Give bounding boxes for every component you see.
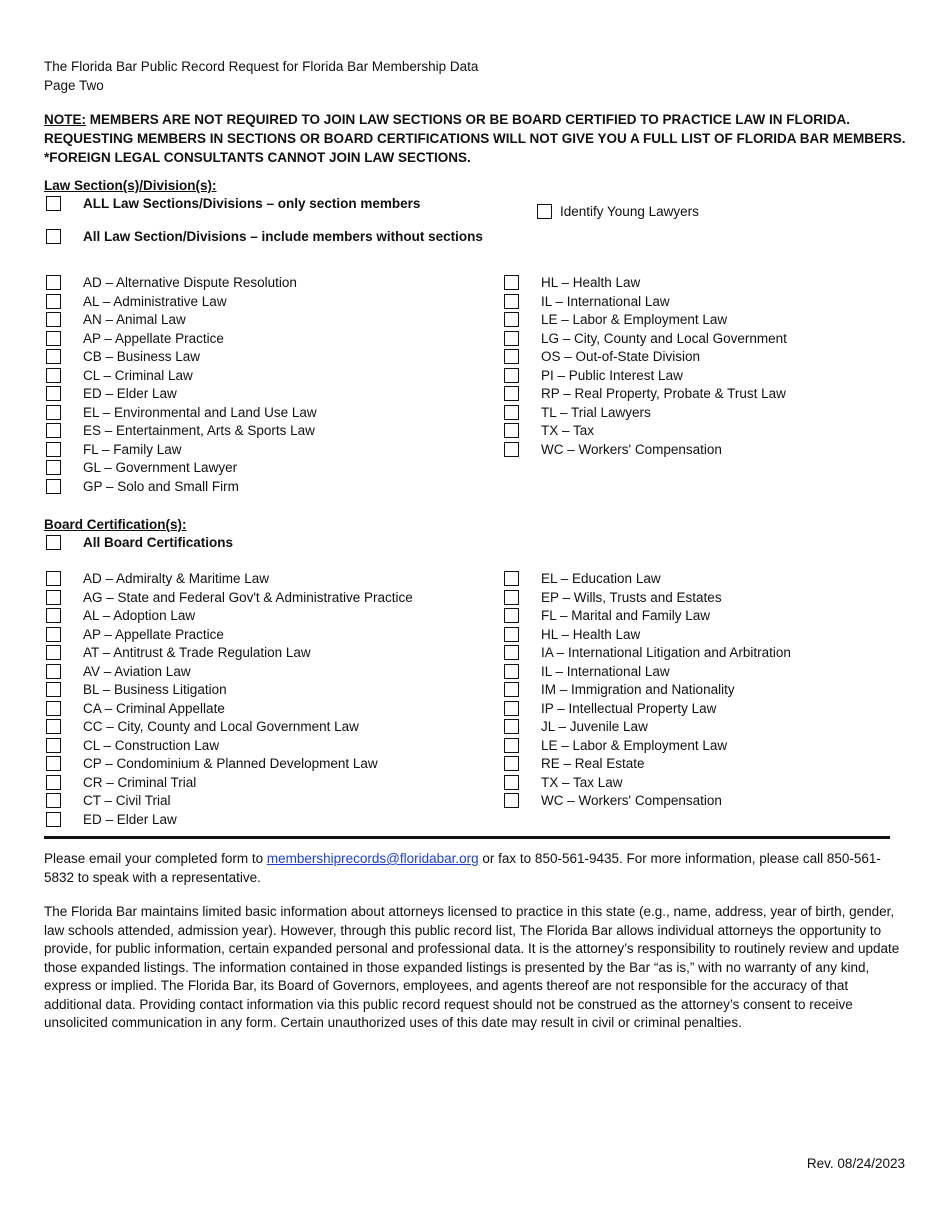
all-sections-include-checkbox[interactable]	[46, 229, 61, 244]
option-checkbox[interactable]	[504, 738, 519, 753]
option-label: LE – Labor & Employment Law	[541, 737, 728, 753]
option-checkbox[interactable]	[46, 756, 61, 771]
option-checkbox[interactable]	[504, 756, 519, 771]
note-prefix: NOTE:	[44, 112, 86, 127]
option-checkbox[interactable]	[46, 368, 61, 383]
option-checkbox[interactable]	[504, 793, 519, 808]
option-label: GL – Government Lawyer	[83, 460, 238, 475]
option-label: GP – Solo and Small Firm	[83, 478, 239, 494]
law-sections-label: Law Section(s)/Division(s)	[44, 178, 213, 193]
option-checkbox[interactable]	[504, 442, 519, 457]
option-label: TX – Tax Law	[541, 774, 623, 790]
option-label: TL – Trial Lawyers	[541, 404, 651, 420]
option-label: AD – Admiralty & Maritime Law	[83, 571, 270, 586]
option-label: PI – Public Interest Law	[541, 367, 683, 383]
option-checkbox[interactable]	[46, 590, 61, 605]
option-label: AV – Aviation Law	[83, 663, 191, 679]
option-label: EP – Wills, Trusts and Estates	[541, 589, 722, 605]
option-checkbox[interactable]	[504, 331, 519, 346]
option-label: LG – City, County and Local Government	[541, 330, 787, 346]
option-label: BL – Business Litigation	[83, 682, 227, 697]
email-link[interactable]: membershiprecords@floridabar.org	[266, 851, 479, 866]
option-checkbox[interactable]	[504, 294, 519, 309]
membership-note	[44, 110, 914, 167]
option-label: HL – Health Law	[541, 275, 641, 290]
option-label: FL – Marital and Family Law	[541, 608, 711, 623]
option-label: AL – Administrative Law	[83, 293, 227, 309]
option-label: AP – Appellate Practice	[83, 626, 224, 642]
option-checkbox[interactable]	[46, 719, 61, 734]
option-checkbox[interactable]	[504, 423, 519, 438]
option-label: FL – Family Law	[83, 441, 182, 457]
option-label: IM – Immigration and Nationality	[541, 682, 735, 697]
young-lawyers-checkbox[interactable]	[537, 204, 552, 219]
law-sections-heading	[44, 178, 217, 193]
option-label: CA – Criminal Appellate	[83, 700, 225, 716]
option-label: ED – Elder Law	[83, 386, 177, 401]
option-checkbox[interactable]	[504, 312, 519, 327]
option-checkbox[interactable]	[504, 590, 519, 605]
option-label: IL – International Law	[541, 663, 670, 679]
option-checkbox[interactable]	[46, 405, 61, 420]
option-checkbox[interactable]	[504, 645, 519, 660]
option-label: TX – Tax	[541, 423, 595, 438]
option-checkbox[interactable]	[46, 294, 61, 309]
option-checkbox[interactable]	[46, 423, 61, 438]
option-checkbox[interactable]	[46, 571, 61, 586]
option-checkbox[interactable]	[46, 386, 61, 401]
board-cert-colon: :	[182, 517, 187, 532]
option-label: CL – Criminal Law	[83, 367, 193, 383]
option-label: CP – Condominium & Planned Development Law	[83, 756, 378, 771]
section-divider	[44, 836, 890, 839]
contact-info	[44, 849, 904, 887]
option-label: AL – Adoption Law	[83, 608, 196, 623]
option-checkbox[interactable]	[504, 682, 519, 697]
option-label: IP – Intellectual Property Law	[541, 700, 717, 716]
option-label: LE – Labor & Employment Law	[541, 312, 728, 327]
option-checkbox[interactable]	[504, 719, 519, 734]
contact-pre: Please email your completed form to	[44, 851, 267, 866]
all-board-cert-checkbox[interactable]	[46, 535, 61, 550]
option-label: IA – International Litigation and Arbitration	[541, 645, 791, 660]
option-checkbox[interactable]	[46, 627, 61, 642]
note-text: MEMBERS ARE NOT REQUIRED TO JOIN LAW SECTIONS OR BE BOARD CERTIFIED TO PRACTICE LAW IN FLORIDA. REQUESTING MEMBERS IN SECTIONS OR BOARD CERTIFICATIONS WILL NOT GIVE YOU A FULL LIST OF FLORIDA BAR MEMBERS. *FOREIGN LEGAL CONSULTANTS CANNOT JOIN LAW SECTIONS.	[44, 112, 906, 165]
option-label: CT – Civil Trial	[83, 793, 171, 808]
option-label: ES – Entertainment, Arts & Sports Law	[83, 423, 315, 438]
option-checkbox[interactable]	[504, 775, 519, 790]
option-checkbox[interactable]	[504, 405, 519, 420]
option-checkbox[interactable]	[504, 571, 519, 586]
option-checkbox[interactable]	[46, 664, 61, 679]
disclaimer-paragraph: The Florida Bar maintains limited basic information about attorneys licensed to practice in this state (e.g., name, address, year of birth, gender, law schools attended, admission year). However, through this public record list, The Florida Bar allows individual attorneys the opportunity to provide, for public information, certain expanded personal and professional data. It is the attorney’s responsibility to routinely review and update those expanded listings. The information contained in those expanded listings is presented by the Bar “as is,” with no warranty of any kind, express or implied. The Florida Bar, its Board of Governors, employees, and agents thereof are not responsible for the accuracy of that additional data. Providing contact information via this public record request should not be construed as the attorney’s consent to receive unsolicited communication in any form. Certain unauthorized uses of this date may result in civil or criminal penalties.	[44, 904, 900, 1030]
option-checkbox[interactable]	[46, 738, 61, 753]
option-label: CL – Construction Law	[83, 737, 220, 753]
contact-post: or fax to 850-561-9435. For more information, please call 850-561-5832 to speak with a representative.	[44, 851, 881, 885]
board-cert-heading	[44, 517, 187, 532]
option-label: AT – Antitrust & Trade Regulation Law	[83, 645, 311, 660]
option-label: WC – Workers' Compensation	[541, 793, 722, 808]
revision-date: Rev. 08/24/2023	[806, 1156, 905, 1171]
option-label: AP – Appellate Practice	[83, 330, 224, 346]
option-checkbox[interactable]	[46, 349, 61, 364]
option-label: AN – Animal Law	[83, 312, 186, 327]
option-label: JL – Juvenile Law	[541, 719, 648, 734]
option-label: CB – Business Law	[83, 349, 201, 364]
option-label: AD – Alternative Dispute Resolution	[83, 275, 297, 290]
option-checkbox[interactable]	[504, 627, 519, 642]
option-checkbox[interactable]	[504, 701, 519, 716]
option-checkbox[interactable]	[46, 479, 61, 494]
option-checkbox[interactable]	[504, 608, 519, 623]
option-label: HL – Health Law	[541, 626, 641, 642]
all-sections-only-label: ALL Law Sections/Divisions – only section members	[83, 196, 421, 211]
option-checkbox[interactable]	[46, 682, 61, 697]
board-cert-label: Board Certification(s)	[44, 517, 183, 532]
option-label: WC – Workers' Compensation	[541, 441, 722, 457]
option-checkbox[interactable]	[46, 608, 61, 623]
all-sections-only-checkbox[interactable]	[46, 196, 61, 211]
option-checkbox[interactable]	[46, 793, 61, 808]
option-label: EL – Education Law	[541, 571, 661, 586]
page-number: Page Two	[44, 78, 104, 93]
young-lawyers-label: Identify Young Lawyers	[560, 204, 699, 219]
option-label: ED – Elder Law	[83, 811, 177, 827]
all-sections-include-label: All Law Section/Divisions – include members without sections	[83, 229, 483, 244]
option-checkbox[interactable]	[46, 645, 61, 660]
option-label: IL – International Law	[541, 293, 670, 309]
option-checkbox[interactable]	[504, 386, 519, 401]
option-checkbox[interactable]	[504, 664, 519, 679]
option-label: OS – Out-of-State Division	[541, 349, 701, 364]
form-title: The Florida Bar Public Record Request for Florida Bar Membership Data	[44, 59, 479, 74]
option-label: RP – Real Property, Probate & Trust Law	[541, 386, 786, 401]
option-checkbox[interactable]	[46, 460, 61, 475]
option-checkbox[interactable]	[504, 275, 519, 290]
option-checkbox[interactable]	[504, 349, 519, 364]
all-board-cert-label: All Board Certifications	[83, 535, 234, 550]
option-checkbox[interactable]	[46, 442, 61, 457]
option-checkbox[interactable]	[46, 701, 61, 716]
form-header	[44, 57, 478, 95]
option-checkbox[interactable]	[46, 275, 61, 290]
option-label: EL – Environmental and Land Use Law	[83, 404, 317, 420]
option-checkbox[interactable]	[46, 812, 61, 827]
option-checkbox[interactable]	[46, 775, 61, 790]
option-label: AG – State and Federal Gov't & Administrative Practice	[83, 589, 413, 605]
option-label: CC – City, County and Local Government Law	[83, 719, 359, 734]
law-sections-colon: :	[212, 178, 217, 193]
option-checkbox[interactable]	[46, 312, 61, 327]
option-checkbox[interactable]	[46, 331, 61, 346]
option-label: CR – Criminal Trial	[83, 774, 197, 790]
option-label: RE – Real Estate	[541, 756, 645, 771]
option-checkbox[interactable]	[504, 368, 519, 383]
